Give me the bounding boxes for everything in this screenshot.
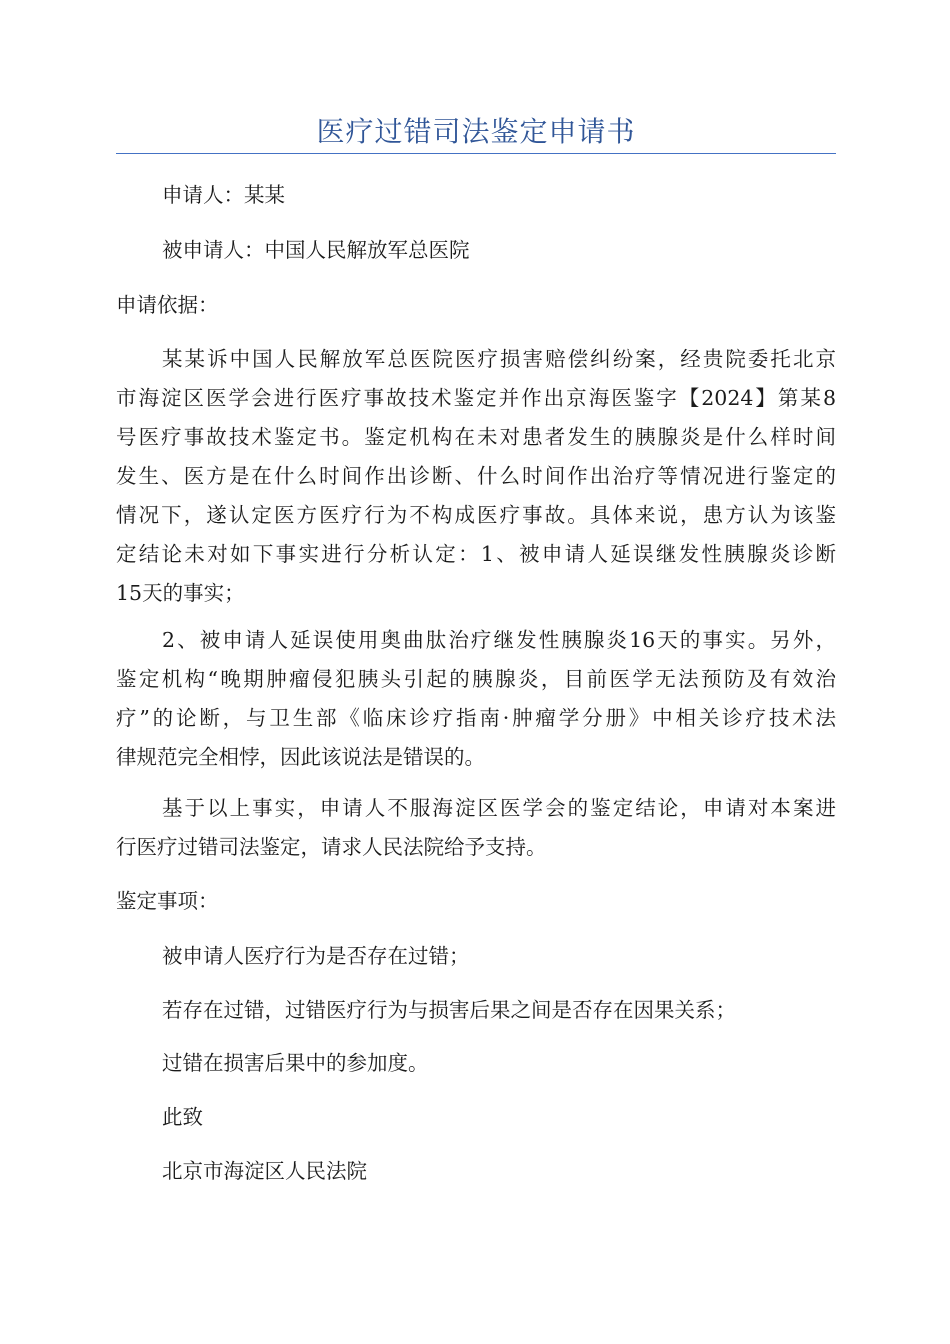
basis-paragraph-3 [116,789,836,867]
paragraph-line: 市海淀区医学会进行医疗事故技术鉴定并作出京海医鉴字【2024】第某8 [116,386,836,410]
appraisal-item: 被申请人医疗行为是否存在过错； [162,944,470,968]
paragraph-line: 基于以上事实，申请人不服海淀区医学会的鉴定结论，申请对本案进 [162,796,836,820]
paragraph-line: 律规范完全相悖，因此该说法是错误的。 [116,745,485,769]
items-heading: 鉴定事项： [116,889,219,913]
title-underline [116,153,836,154]
respondent-line: 被申请人：中国人民解放军总医院 [162,238,470,262]
paragraph-line: 定结论未对如下事实进行分析认定：1、被申请人延误继发性胰腺炎诊断 [116,542,836,566]
paragraph-line: 2、被申请人延误使用奥曲肽治疗继发性胰腺炎16天的事实。另外， [162,628,836,652]
paragraph-line: 号医疗事故技术鉴定书。鉴定机构在未对患者发生的胰腺炎是什么样时间 [116,425,836,449]
closing-line: 此致 [162,1105,203,1129]
basis-paragraph-1 [116,340,836,613]
addressee-line: 北京市海淀区人民法院 [162,1159,367,1183]
paragraph-line: 情况下，遂认定医方医疗行为不构成医疗事故。具体来说，患方认为该鉴 [116,503,836,527]
basis-heading: 申请依据： [116,293,219,317]
document-title: 医疗过错司法鉴定申请书 [316,115,636,148]
appraisal-item: 若存在过错，过错医疗行为与损害后果之间是否存在因果关系； [162,998,736,1022]
appraisal-item: 过错在损害后果中的参加度。 [162,1051,429,1075]
applicant-line: 申请人：某某 [162,183,285,207]
paragraph-line: 鉴定机构“晚期肿瘤侵犯胰头引起的胰腺炎，目前医学无法预防及有效治 [116,667,836,691]
paragraph-line: 疗”的论断，与卫生部《临床诊疗指南·肿瘤学分册》中相关诊疗技术法 [116,706,836,730]
paragraph-line: 行医疗过错司法鉴定，请求人民法院给予支持。 [116,835,547,859]
paragraph-line: 发生、医方是在什么时间作出诊断、什么时间作出治疗等情况进行鉴定的 [116,464,836,488]
basis-paragraph-2 [116,621,836,777]
paragraph-line: 某某诉中国人民解放军总医院医疗损害赔偿纠纷案，经贵院委托北京 [162,347,836,371]
paragraph-line: 15天的事实； [116,581,245,605]
